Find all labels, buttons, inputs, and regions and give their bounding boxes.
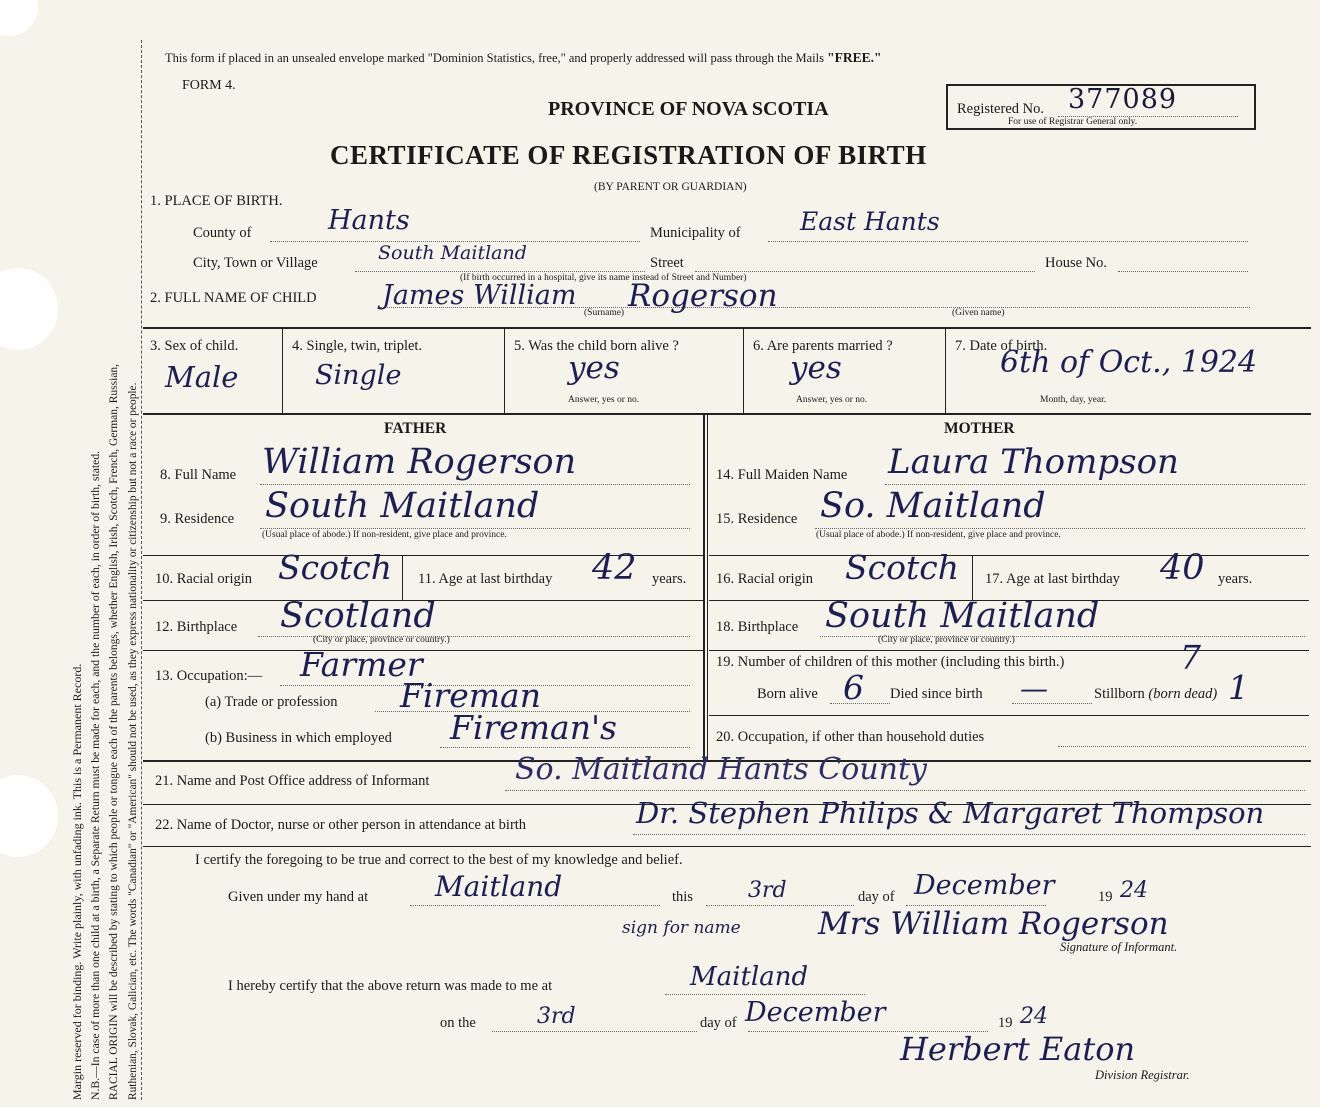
registrar-signature: Herbert Eaton xyxy=(900,1030,1136,1068)
father-name-value: William Rogerson xyxy=(262,442,577,482)
mother-name-value: Laura Thompson xyxy=(888,442,1179,482)
mother-name-label: 14. Full Maiden Name xyxy=(716,467,848,483)
county-label: County of xyxy=(193,225,252,241)
margin-note-multiple-births: N.B.—In case of more than one child at a birth, a Separate Return must be made for each, and the number of each, in order of birth, stated. xyxy=(89,450,102,1100)
mother-age-value: 40 xyxy=(1160,548,1205,588)
city-label: City, Town or Village xyxy=(193,255,318,271)
given-at-place: Maitland xyxy=(435,870,563,903)
margin-rule xyxy=(141,40,142,1100)
margin-note-nationality: Ruthenian, Slovak, Galician, etc. The words "Canadian" or "American" should not be used, as they express nationality or citizenship but not a race or people. xyxy=(127,382,139,1100)
surname-note: (Surname) xyxy=(584,308,625,318)
mail-notice: This form if placed in an unsealed envelope marked "Dominion Statistics, free," and properly addressed will pass through the Mails "FREE." xyxy=(165,50,882,65)
sex-label: 3. Sex of child. xyxy=(150,338,239,354)
father-business-label: (b) Business in which employed xyxy=(205,730,392,746)
province-heading: PROVINCE OF NOVA SCOTIA xyxy=(548,98,829,120)
father-race-label: 10. Racial origin xyxy=(155,571,253,587)
municipality-label: Municipality of xyxy=(650,225,741,241)
given-this-label: this xyxy=(672,889,693,905)
born-alive-note: Answer, yes or no. xyxy=(568,395,640,405)
father-residence-value: South Maitland xyxy=(265,486,540,526)
father-age-unit: years. xyxy=(652,571,687,587)
form-number: FORM 4. xyxy=(182,78,236,93)
informant-label: 21. Name and Post Office address of Informant xyxy=(155,773,430,789)
registrar-day: 3rd xyxy=(537,1004,576,1029)
registrar-place: Maitland xyxy=(690,962,809,992)
father-residence-note: (Usual place of abode.) If non-resident, give place and province. xyxy=(262,530,507,540)
father-trade-label: (a) Trade or profession xyxy=(205,694,338,710)
registrar-day-of-label: day of xyxy=(700,1015,737,1031)
informant-signature-caption: Signature of Informant. xyxy=(1060,940,1178,954)
plurality-label: 4. Single, twin, triplet. xyxy=(292,338,423,354)
date-of-birth-value: 6th of Oct., 1924 xyxy=(1000,345,1258,380)
registrar-month: December xyxy=(745,997,886,1028)
given-at-label: Given under my hand at xyxy=(228,889,369,905)
date-of-birth-label: 7. Date of birth. xyxy=(955,338,1048,354)
mother-birthplace-value: South Maitland xyxy=(825,596,1100,636)
parents-married-note: Answer, yes or no. xyxy=(796,395,868,405)
mother-age-label: 17. Age at last birthday xyxy=(985,571,1120,587)
municipality-value: East Hants xyxy=(800,207,940,236)
hospital-note: (If birth occurred in a hospital, give its name instead of Street and Number) xyxy=(460,273,747,283)
child-name-label: 2. FULL NAME OF CHILD xyxy=(150,290,317,306)
given-day: 3rd xyxy=(748,878,787,903)
father-name-label: 8. Full Name xyxy=(160,467,237,483)
given-note: (Given name) xyxy=(952,308,1005,318)
informant-signature: Mrs William Rogerson xyxy=(818,906,1169,942)
city-value: South Maitland xyxy=(378,242,527,264)
mother-residence-note: (Usual place of abode.) If non-resident, give place and province. xyxy=(816,530,1061,540)
registered-label: Registered No. xyxy=(957,101,1044,117)
given-month: December xyxy=(914,870,1055,901)
father-occupation-value: Farmer xyxy=(300,645,423,684)
born-alive-count-label: Born alive xyxy=(757,686,818,702)
children-count-label: 19. Number of children of this mother (including this birth.) xyxy=(716,654,1065,670)
certify-statement: I certify the foregoing to be true and correct to the best of my knowledge and belief. xyxy=(195,852,683,868)
sex-value: Male xyxy=(165,360,239,394)
father-residence-label: 9. Residence xyxy=(160,511,235,527)
registrar-caption: Division Registrar. xyxy=(1095,1068,1190,1082)
margin-note-binding: Margin reserved for binding. Write plainly, with unfading ink. This is a Permanent Record. xyxy=(70,663,84,1100)
parents-married-value: yes xyxy=(790,350,842,386)
given-day-of-label: day of xyxy=(858,889,895,905)
punch-hole-top xyxy=(0,0,38,36)
father-occupation-label: 13. Occupation:— xyxy=(155,668,263,684)
born-alive-label: 5. Was the child born alive ? xyxy=(514,338,679,354)
doctor-value: Dr. Stephen Philips & Margaret Thompson xyxy=(636,796,1265,830)
street-label: Street xyxy=(650,255,684,271)
father-birthplace-value: Scotland xyxy=(280,596,436,636)
plurality-value: Single xyxy=(315,360,402,391)
punch-hole-middle xyxy=(0,268,58,350)
mother-residence-label: 15. Residence xyxy=(716,511,798,527)
father-birthplace-label: 12. Birthplace xyxy=(155,619,238,635)
stillborn-value: 1 xyxy=(1228,668,1249,707)
mother-age-unit: years. xyxy=(1218,571,1253,587)
informant-value: So. Maitland Hants County xyxy=(515,752,927,787)
given-year: 24 xyxy=(1120,878,1148,903)
mother-heading: MOTHER xyxy=(944,420,1015,437)
registrar-statement: I hereby certify that the above return was made to me at xyxy=(228,978,553,994)
children-count-value: 7 xyxy=(1180,638,1201,677)
informant-signature-prefix: sign for name xyxy=(622,918,741,938)
mother-race-value: Scotch xyxy=(845,548,959,587)
child-surname: Rogerson xyxy=(628,278,778,314)
father-birthplace-note: (City or place, province or country.) xyxy=(313,635,450,645)
father-business-value: Fireman's xyxy=(450,708,617,747)
punch-hole-bottom xyxy=(0,775,58,857)
father-trade-value: Fireman xyxy=(400,676,541,715)
mother-occupation-label: 20. Occupation, if other than household duties xyxy=(716,729,985,745)
born-alive-count-value: 6 xyxy=(843,668,864,707)
father-heading: FATHER xyxy=(384,420,447,437)
certificate-title: CERTIFICATE OF REGISTRATION OF BIRTH xyxy=(330,140,927,170)
given-year-prefix: 19 xyxy=(1098,889,1113,905)
county-value: Hants xyxy=(328,205,410,236)
mother-birthplace-label: 18. Birthplace xyxy=(716,619,799,635)
mother-birthplace-note: (City or place, province or country.) xyxy=(878,635,1015,645)
registrar-year: 24 xyxy=(1020,1004,1048,1029)
father-race-value: Scotch xyxy=(278,548,392,587)
registered-number: 377089 xyxy=(1068,84,1178,115)
father-age-value: 42 xyxy=(592,548,637,588)
father-age-label: 11. Age at last birthday xyxy=(418,571,553,587)
doctor-label: 22. Name of Doctor, nurse or other person in attendance at birth xyxy=(155,817,527,833)
parents-married-label: 6. Are parents married ? xyxy=(753,338,893,354)
stillborn-label: Stillborn (born dead) xyxy=(1094,686,1218,702)
died-since-birth-value: — xyxy=(1020,672,1048,705)
certificate-subtitle: (BY PARENT OR GUARDIAN) xyxy=(594,181,747,193)
house-label: House No. xyxy=(1045,255,1108,271)
place-of-birth-label: 1. PLACE OF BIRTH. xyxy=(150,193,283,209)
date-of-birth-note: Month, day, year. xyxy=(1040,395,1107,405)
margin-note-racial-origin: RACIAL ORIGIN will be described by stating to which people or tongue each of the parents belongs, whether English, Irish, Scotch, French, German, Russian, xyxy=(108,363,120,1100)
mother-race-label: 16. Racial origin xyxy=(716,571,814,587)
born-alive-value: yes xyxy=(568,350,620,386)
died-since-birth-label: Died since birth xyxy=(890,686,983,702)
registrar-year-prefix: 19 xyxy=(998,1015,1013,1031)
registrar-on-the-label: on the xyxy=(440,1015,476,1031)
registrar-note: For use of Registrar General only. xyxy=(1008,117,1138,127)
mother-residence-value: So. Maitland xyxy=(820,486,1046,526)
child-given-names: James William xyxy=(382,280,577,311)
